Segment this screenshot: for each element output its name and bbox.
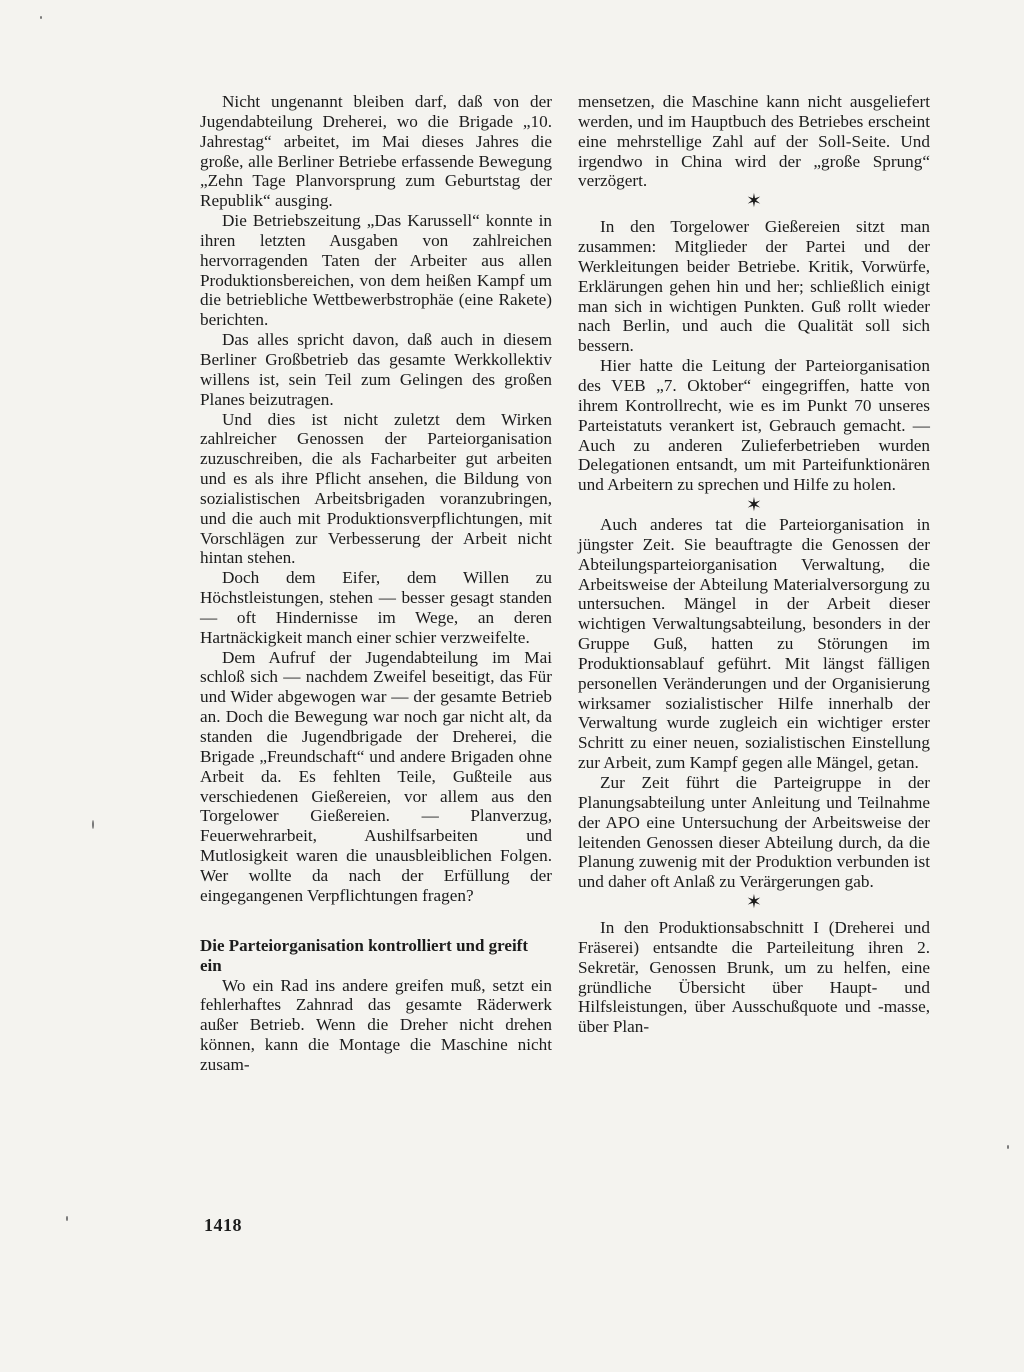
paragraph: Das alles spricht davon, daß auch in diesem Berliner Großbetrieb das gesamte Werkkollektiv willens ist, sein Teil zum Gelingen des großen Planes beizutragen. [200,330,552,409]
separator-star-icon: ✶ [746,494,762,517]
left-column [200,92,552,1075]
paragraph: Dem Aufruf der Jugendabteilung im Mai schloß sich — nachdem Zweifel beseitigt, das Für und Wider abgewogen war — der gesamte Betrieb an. Doch die Bewegung war noch gar nicht alt, da standen die Jugendbrigade der Dreherei, die Brigade „Freundschaft“ und andere Brigaden ohne Arbeit da. Es fehlten Teile, Gußteile aus verschiedenen Gießereien, vor allem aus den Torgelower Gießereien. — Planverzug, Feuerwehrarbeit, Aushilfsarbeiten und Mutlosigkeit waren die unausbleiblichen Folgen. Wer wollte da nach der Erfüllung der eingegangenen Verpflichtungen fragen? [200,647,552,905]
paragraph: Auch anderes tat die Parteiorganisation in jüngster Zeit. Sie beauftragte die Genossen der Abteilungsparteiorganisation Verwaltung, die Arbeitsweise der Abteilung Materialversorgung zu untersuchen. Mängel in der Arbeit dieser wichtigen Verwaltungsabteilung, besonders in der Gruppe Guß, hatten zu Störungen im Produktionsablauf geführt. Mit längst fälligen personellen Veränderungen und der Organisierung wirksamer sozialistischer Hilfe innerhalb der Verwaltung wurde zugleich ein wichtiger erster Schritt zu einer neuen, sozialistischen Einstellung zur Arbeit, zum Kampf gegen alle Mängel, getan. [578,515,930,773]
paragraph: Die Betriebszeitung „Das Karussell“ konnte in ihren letzten Ausgaben von zahlreichen hervorragenden Taten der Arbeiter aus allen Produktionsbereichen, von dem heißen Kampf um die betriebliche Wettbewerbstrophäe (eine Rakete) berichten. [200,211,552,330]
separator-star-icon: ✶ [746,891,762,914]
paragraph: mensetzen, die Maschine kann nicht ausgeliefert werden, und im Hauptbuch des Betriebes erscheint eine mehrstellige Zahl auf der Soll-Seite. Und irgendwo in China wird der „große Sprung“ verzögert. [578,92,930,191]
paragraph: In den Produktionsabschnitt I (Dreherei und Fräserei) entsandte die Parteileitung ihren 2. Sekretär, Genossen Brunk, um zu helfen, eine gründliche Übersicht über Haupt- und Hilfsleistungen, über Ausschußquote und -masse, über Plan- [578,918,930,1037]
page-number: 1418 [204,1215,242,1235]
scan-speck [1007,1145,1009,1149]
paragraph: Und dies ist nicht zuletzt dem Wirken zahlreicher Genossen der Parteiorganisation zuzuschreiben, die als Facharbeiter gut arbeiten und es als ihre Pflicht ansehen, die Bildung von sozialistischen Arbeitsbrigaden voranzubringen, und die auch mit Produktionsverpflichtungen, mit Vorschlägen zur Verbesserung der Arbeit nicht hintan stehen. [200,409,552,568]
paragraph: Zur Zeit führt die Parteigruppe in der Planungsabteilung unter Anleitung und Teilnahme der APO eine Untersuchung der Arbeitsweise der leitenden Genossen dieser Abteilung durch, da die Planung zuwenig mit der Produktion verbunden ist und daher oft Anlaß zu Verärgerungen gab. [578,773,930,892]
right-column [578,92,930,1037]
scan-speck [92,820,94,829]
paragraph: Nicht ungenannt bleiben darf, daß von der Jugendabteilung Dreherei, wo die Brigade „10. Jahrestag“ arbeitet, im Mai dieses Jahres die große, alle Berliner Betriebe erfassende Bewegung „Zehn Tage Planvorsprung zum Geburtstag der Republik“ ausging. [200,92,552,211]
separator-star-icon: ✶ [746,190,762,213]
paragraph: Doch dem Eifer, dem Willen zu Höchstleistungen, stehen — besser gesagt standen — oft Hindernisse im Wege, an deren Hartnäckigkeit manch einer schier verzweifelte. [200,568,552,647]
paragraph: Hier hatte die Leitung der Parteiorganisation des VEB „7. Oktober“ eingegriffen, hatte von ihrem Kontrollrecht, wie es im Punkt 70 unseres Parteistatuts verankert ist, Gebrauch gemacht. — Auch zu anderen Zulieferbetrieben wurden Delegationen entsandt, um mit Parteifunktionären und Arbeitern zu sprechen und Hilfe zu holen. [578,356,930,495]
paragraph: Wo ein Rad ins andere greifen muß, setzt ein fehlerhaftes Zahnrad das gesamte Räderwerk außer Betrieb. Wenn die Dreher nicht drehen können, kann die Montage die Maschine nicht zusam- [200,975,552,1074]
paragraph: In den Torgelower Gießereien sitzt man zusammen: Mitglieder der Partei und der Werkleitungen beider Betriebe. Kritik, Vorwürfe, Erklärungen gehen hin und her; schließlich einigt man sich in wichtigen Punkten. Guß rollt wieder nach Berlin, und auch die Qualität soll sich bessern. [578,217,930,356]
section-heading: Die Parteiorganisation kontrolliert und greift ein [200,935,529,975]
scan-speck [40,16,42,19]
scan-speck [66,1216,68,1221]
